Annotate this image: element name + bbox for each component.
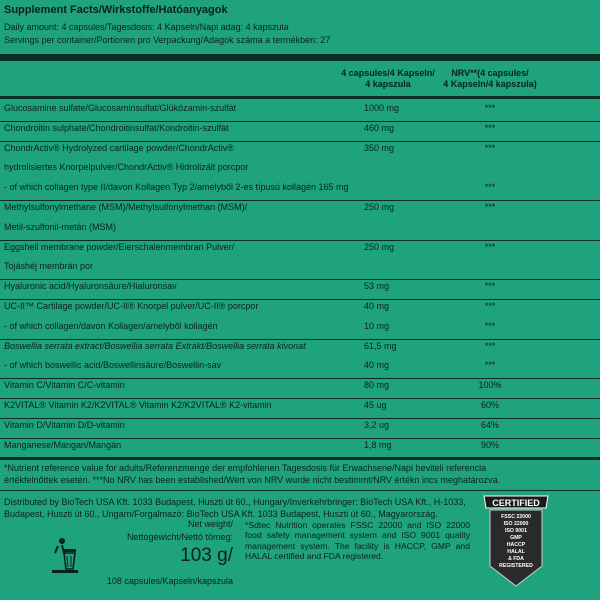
row-divider [0,240,600,241]
amount-header-line2: 4 kapszula [365,78,411,89]
nutrient-name: Chondroitin sulphate/Chondroitinsulfat/Kondroitin-szulfát [4,122,229,133]
nutrient-amount: 61,5 mg [364,340,397,351]
nutrient-name: UC-II™ Cartilage powder/UC-II® Knorpel pulver/UC-II® porcpor [4,301,259,311]
nutrient-nrv: *** [484,122,496,133]
row-divider [0,339,600,340]
nutrient-name: Vitamin D/Vitamin D/D-vitamin [4,419,125,430]
badge-item: & FDA [508,556,524,562]
nutrient-nrv: 90% [480,439,499,450]
certified-badge [480,482,552,590]
badge-item: ISO 9001 [505,528,527,534]
nutrient-name: Boswellia serrata extract/Boswellia serrata Extrakt/Boswellia serrata kivonat [4,340,306,351]
nutrient-nrv: 100% [478,380,502,391]
row-divider [0,141,600,142]
header-divider [0,96,600,99]
top-thick-divider [0,54,600,61]
footnote-line-2: értékfelnőttek esetén. ***No NRV has been established/Wert von NRV wurde nicht bestimmt/NRV értékn incs meghatározva. [4,475,501,485]
nutrient-nrv: *** [484,202,496,212]
nutrient-name: - of which boswellic acid/Boswellinsäure/Boswellin-sav [4,360,222,371]
nutrient-amount: 40 mg [364,360,390,371]
nutrient-amount: 1000 mg [364,103,400,113]
net-weight-label-2: Nettogewicht/Nettó tömeg: [126,532,233,542]
row-divider [0,378,600,379]
nutrient-nrv: *** [484,241,496,252]
nutrient-amount: 250 mg [364,241,395,252]
nutrient-name: Eggshell membrane powder/Eierschalenmembran Pulver/ [4,241,235,252]
nutrient-name: - of which collagen/davon Kollagen/amelyből kollagén [4,320,218,331]
row-divider [0,200,600,201]
nutrient-name: ChondrActiv® Hydrolyzed cartilage powder/ChondrActiv® [4,142,234,153]
nutrient-name: K2VITAL® Vitamin K2/K2VITAL® Vitamin K2/K2VITAL® K2-vitamin [4,400,272,410]
nutrient-amount: 40 mg [364,301,390,311]
nutrient-nrv: *** [484,360,496,371]
row-divider [0,418,600,419]
nutrient-nrv: *** [484,320,496,331]
nutrient-amount: 45 ug [364,400,387,410]
nutrient-name: Tojáshéj membrán por [4,261,94,272]
nutrient-name: hydrolisiertes Knorpelpulver/ChondrActiv® Hidrolizált porcpor [4,162,249,173]
nutrient-nrv: *** [484,281,496,292]
badge-item: HALAL [507,549,525,555]
nutrient-amount: 350 mg [364,142,395,153]
nutrient-amount: 250 mg [364,202,395,212]
nutrient-amount: 80 mg [364,380,390,391]
nutrient-name: Metil-szulfonil-metán (MSM) [4,221,117,232]
table-bottom-divider [0,457,600,460]
nutrient-name: Vitamin C/Vitamin C/C-vitamin [4,380,125,391]
amount-column-header [336,68,440,90]
row-divider [0,279,600,280]
nutrient-nrv: *** [484,182,496,193]
nutrient-amount: 1,8 mg [364,439,392,450]
badge-item: FSSC 22000 [501,514,531,520]
nrv-column-header [432,68,548,90]
badge-item: REGISTERED [499,563,533,569]
nutrient-name: Methylsulfonylmethane (MSM)/Methylsulfonylmethan (MSM)/ [4,202,248,212]
nutrient-name: Manganese/Mangan/Mangán [4,439,122,450]
panel-title: Supplement Facts/Wirkstoffe/Hatóanyagok [4,4,228,16]
nrv-header-line1: NRV**(4 capsules/ [451,68,529,78]
recycle-bin-icon [52,537,78,573]
row-divider [0,398,600,399]
nutrient-nrv: *** [484,103,496,113]
servings-per-container: Servings per container/Portionen pro Verpackung/Adagok száma a termékben: 27 [4,35,331,45]
net-weight-label: Net weight/ [187,519,233,529]
nutrient-name: Hyaluronic acid/Hyaluronsäure/Hialuronsav [4,281,177,292]
nutrient-nrv: *** [484,301,496,311]
nutrient-nrv: *** [484,340,496,351]
nutrient-name: - of which collagen type II/davon Kollagen Typ 2/amelyből 2-es típusú kollagén 165 mg [4,182,349,193]
nutrient-amount: 53 mg [364,281,390,292]
distributor-line-1: Distributed by BioTech USA Kft. 1033 Budapest, Huszti út 60., Hungary/Inverkehrbringer: BioTech USA Kft., H-1033, [4,497,466,507]
nutrient-amount: 10 mg [364,320,390,331]
amount-header-line1: 4 capsules/4 Kapseln/ [341,68,435,78]
net-weight-value: 103 g/ [180,545,233,566]
sdtec-certification-note: *Sdtec Nutrition operates FSSC 22000 and ISO 22000 food safety management system and ISO 9001 quality management system. The facility is HACCP, GMP and HALAL certified and FDA registered. [245,520,470,561]
nrv-header-line2: 4 Kapseln/4 kapszula) [443,78,537,89]
nutrient-nrv: *** [484,142,496,153]
nutrient-amount: 460 mg [364,122,395,133]
row-divider [0,299,600,300]
nutrient-nrv: 60% [480,400,499,410]
nutrient-amount: 3,2 ug [364,419,390,430]
nutrient-name: Glucosamine sulfate/Glucosaminsulfat/Glükózamin-szulfát [4,103,237,113]
row-divider [0,121,600,122]
badge-title: CERTIFIED [492,498,540,508]
badge-item: HACCP [506,542,526,548]
badge-item: ISO 22000 [503,521,529,527]
distributor-line-2: Budapest, Huszti út 60., Ungarn/Forgalmazó: BioTech USA Kft. 1033 Budapest, Huszti út 60., Magyarország. [4,509,438,519]
row-divider [0,438,600,439]
capsule-count: 108 capsules/Kapseln/kapszula [106,576,233,586]
badge-item: GMP [510,535,522,541]
daily-amount: Daily amount: 4 capsules/Tagesdosis: 4 Kapseln/Napi adag: 4 kapszula [4,22,289,32]
footnote-line-1: *Nutrient reference value for adults/Referenzmenge der empfohlenen Tagesdosis für Erwachsene/Napi beviteli referencia [4,463,487,473]
nutrient-nrv: 64% [480,419,499,430]
